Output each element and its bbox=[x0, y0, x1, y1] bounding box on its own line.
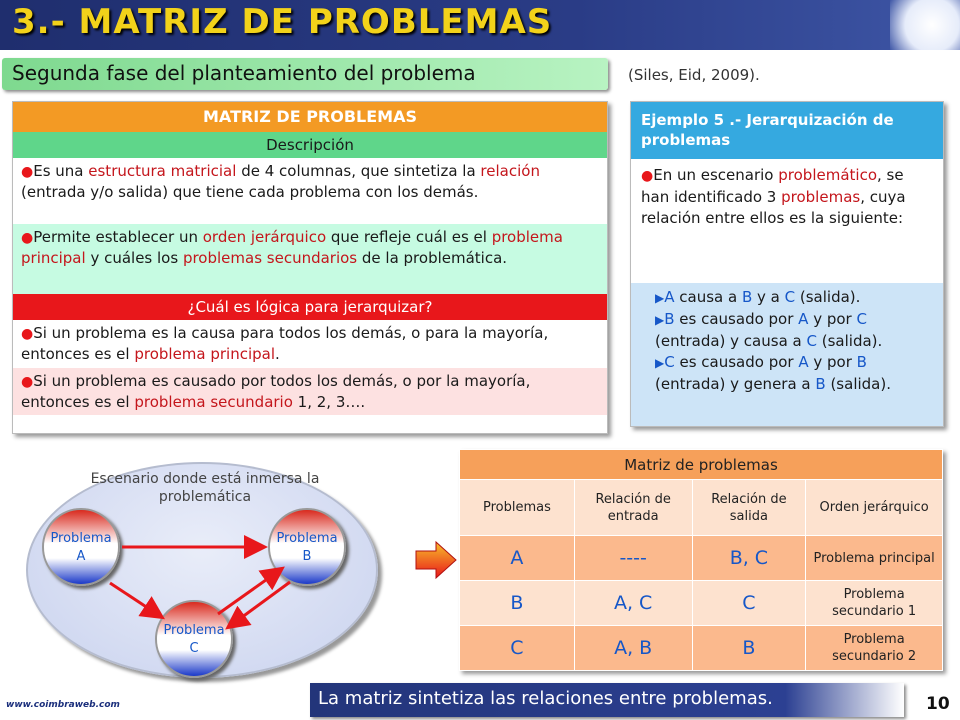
text: de la problemática. bbox=[357, 249, 508, 267]
letter: B bbox=[815, 375, 826, 393]
example-intro bbox=[631, 159, 943, 283]
table-cell: ---- bbox=[574, 536, 692, 581]
letter: B bbox=[856, 353, 867, 371]
bullet-icon: ● bbox=[21, 164, 34, 180]
text: En un escenario bbox=[653, 166, 779, 184]
problem-relation-diagram bbox=[0, 450, 400, 690]
highlight: problemas bbox=[781, 188, 861, 206]
text: (entrada) y genera a bbox=[655, 375, 816, 393]
example-panel bbox=[630, 101, 944, 427]
text: . bbox=[275, 345, 280, 363]
text: , cuya relación entre ellos es la siguiente: bbox=[641, 188, 906, 227]
column-header: Relación de salida bbox=[692, 480, 806, 536]
text: Si un problema es la causa para todos los demás, o para la mayoría, entonces es el bbox=[21, 324, 549, 363]
table-cell: Problema secundario 1 bbox=[806, 581, 943, 626]
node-problem-b: Problema B bbox=[268, 508, 346, 586]
triangle-bullet-icon: ▶ bbox=[655, 356, 665, 370]
text: es causado por bbox=[674, 310, 799, 328]
logic-paragraph-2 bbox=[13, 368, 607, 415]
table-cell: B, C bbox=[692, 536, 806, 581]
text: (entrada y/o salida) que tiene cada problema con los demás. bbox=[21, 183, 479, 201]
summary-text: La matriz sintetiza las relaciones entre problemas. bbox=[318, 688, 773, 709]
letter: B bbox=[741, 288, 753, 306]
letter: C bbox=[856, 310, 867, 328]
list-item bbox=[655, 287, 935, 309]
table-cell: A, B bbox=[574, 626, 692, 671]
highlight: relación bbox=[480, 162, 540, 180]
page-number: 10 bbox=[926, 694, 950, 714]
table-row bbox=[460, 581, 943, 626]
subtitle-banner bbox=[2, 58, 608, 90]
summary-banner bbox=[310, 683, 904, 717]
text: Permite establecer un bbox=[33, 228, 203, 246]
letter: C bbox=[664, 353, 675, 371]
text: que refleje cuál es el bbox=[326, 228, 492, 246]
arrow-a-to-c bbox=[110, 583, 160, 616]
letter: A bbox=[798, 310, 809, 328]
text: (salida). bbox=[825, 375, 891, 393]
list-item bbox=[655, 352, 935, 395]
highlight: orden jerárquico bbox=[202, 228, 327, 246]
triangle-bullet-icon: ▶ bbox=[655, 291, 665, 305]
table-cell: B bbox=[692, 626, 806, 671]
highlight: problemas secundarios bbox=[182, 249, 358, 267]
arrow-c-to-b bbox=[218, 570, 280, 614]
column-header: Orden jerárquico bbox=[806, 480, 943, 536]
scenario-label: Escenario donde está inmersa la problemática bbox=[90, 471, 320, 505]
bullet-icon: ● bbox=[21, 374, 34, 390]
relation-arrows bbox=[0, 450, 400, 690]
text: , se han identificado 3 bbox=[641, 166, 904, 206]
arrow-b-to-c bbox=[230, 582, 290, 626]
triangle-bullet-icon: ▶ bbox=[655, 313, 665, 327]
letter: C bbox=[806, 332, 817, 350]
table-row bbox=[460, 536, 943, 581]
text: Si un problema es causado por todos los demás, o por la mayoría, entonces es el bbox=[21, 372, 531, 411]
problem-matrix-table bbox=[459, 449, 943, 671]
highlight: problema principal bbox=[134, 345, 276, 363]
table-cell: A bbox=[460, 536, 575, 581]
list-item bbox=[655, 309, 935, 352]
letter: B bbox=[664, 310, 675, 328]
column-header: Relación de entrada bbox=[574, 480, 692, 536]
right-arrow-icon bbox=[414, 540, 458, 580]
example-relations-list bbox=[631, 283, 943, 426]
table-cell: A, C bbox=[574, 581, 692, 626]
text: 1, 2, 3…. bbox=[292, 393, 366, 411]
text: (entrada) y causa a bbox=[655, 332, 807, 350]
letter: A bbox=[664, 288, 675, 306]
highlight: problema principal bbox=[21, 228, 563, 267]
highlight: problemático bbox=[778, 166, 877, 184]
table-cell: Problema principal bbox=[806, 536, 943, 581]
citation: (Siles, Eid, 2009). bbox=[628, 66, 760, 84]
column-header: Problemas bbox=[460, 480, 575, 536]
description-heading: Descripción bbox=[13, 132, 607, 158]
table-cell: Problema secundario 2 bbox=[806, 626, 943, 671]
example-title: Ejemplo 5 .- Jerarquización de problemas bbox=[631, 102, 943, 159]
text: causa a bbox=[674, 288, 742, 306]
highlight: estructura matricial bbox=[88, 162, 237, 180]
table-cell: C bbox=[460, 626, 575, 671]
letter: C bbox=[784, 288, 796, 306]
text: y por bbox=[808, 310, 857, 328]
text: (salida). bbox=[816, 332, 883, 350]
bullet-icon: ● bbox=[21, 326, 34, 342]
site-link[interactable]: www.coimbraweb.com bbox=[6, 700, 120, 710]
table-cell: C bbox=[692, 581, 806, 626]
text: de 4 columnas, que sintetiza la bbox=[236, 162, 481, 180]
text: y por bbox=[808, 353, 857, 371]
bullet-icon: ● bbox=[21, 230, 34, 246]
node-problem-c: Problema C bbox=[155, 600, 233, 678]
highlight: problema secundario bbox=[134, 393, 293, 411]
subtitle-text: Segunda fase del planteamiento del problema bbox=[12, 61, 476, 85]
matrix-description-panel bbox=[12, 101, 608, 434]
description-paragraph-2 bbox=[13, 224, 607, 294]
table-cell: B bbox=[460, 581, 575, 626]
matrix-panel-title: MATRIZ DE PROBLEMAS bbox=[13, 102, 607, 132]
text: es causado por bbox=[674, 353, 799, 371]
node-problem-a: Problema A bbox=[42, 508, 120, 586]
text: Es una bbox=[33, 162, 89, 180]
text: (salida). bbox=[795, 288, 861, 306]
logic-heading: ¿Cuál es lógica para jerarquizar? bbox=[13, 294, 607, 320]
table-title: Matriz de problemas bbox=[460, 450, 943, 480]
bullet-icon: ● bbox=[641, 168, 654, 184]
page-title: 3.- MATRIZ DE PROBLEMAS bbox=[12, 2, 553, 42]
description-paragraph-1 bbox=[13, 158, 607, 224]
text: y a bbox=[752, 288, 785, 306]
letter: A bbox=[798, 353, 809, 371]
text: y cuáles los bbox=[85, 249, 183, 267]
logic-paragraph-1 bbox=[13, 320, 607, 368]
table-row bbox=[460, 626, 943, 671]
